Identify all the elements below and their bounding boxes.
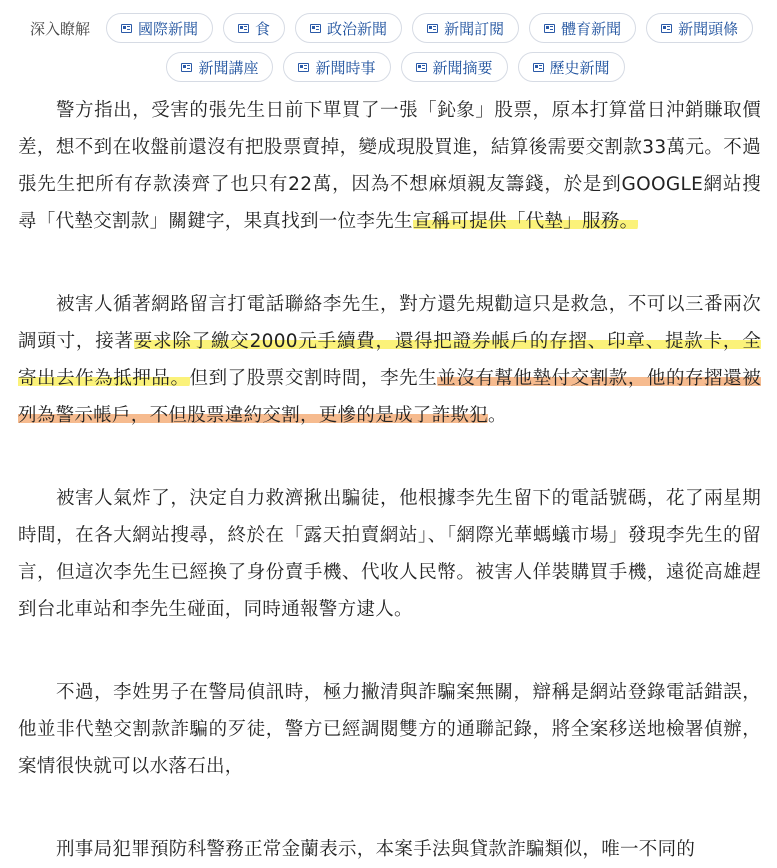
newspaper-icon (416, 63, 427, 72)
tag-label: 新聞時事 (315, 58, 376, 77)
tag-politics-news[interactable] (295, 13, 402, 43)
article-paragraph-4: 不過，李姓男子在警局偵訊時，極力撇清與詐騙案無關，辯稱是網站登錄電話錯誤，他並非代墊交割款詐騙的歹徒，警方已經調閱雙方的通聯記錄，將全案移送地檢署偵辦，案情很快就可以水落石出， (18, 682, 761, 777)
paragraph-text: 被害人循著網路留言打電話聯絡李先生，對方還先規勸這只是救急，不可以三番兩次調頭寸，接著 (18, 294, 761, 352)
newspaper-icon (544, 24, 555, 33)
newspaper-icon (121, 24, 132, 33)
newspaper-icon (533, 63, 544, 72)
newspaper-icon (238, 24, 249, 33)
tag-news-lectures[interactable] (166, 52, 273, 82)
article-paragraph-1 (18, 92, 761, 240)
newspaper-icon (310, 24, 321, 33)
tag-label: 食 (255, 19, 271, 38)
tag-label: 新聞講座 (198, 58, 259, 77)
tag-label: 新聞摘要 (432, 58, 493, 77)
paragraph-text: 但到了股票交割時間，李先生 (189, 368, 438, 389)
article-paragraph-3: 被害人氣炸了，決定自力救濟揪出騙徒，他根據李先生留下的電話號碼，花了兩星期時間，在各大網站搜尋，終於在「露天拍賣網站」、「網際光華螞蟻市場」發現李先生的留言，但這次李先生已經換了身份賣手機、代收人民幣。被害人佯裝購買手機，遠從高雄趕到台北車站和李先生碰面，同時通報警方逮人。 (18, 488, 761, 620)
newspaper-icon (298, 63, 309, 72)
paragraph-text: 。 (488, 405, 507, 426)
tag-label: 體育新聞 (561, 19, 622, 38)
highlight-yellow: 要求除了繳交2000元手續費，還得把證券帳戶的存摺、印章、提款卡，全寄出去作為抵押品。 (18, 331, 761, 389)
tag-news-digest[interactable] (401, 52, 508, 82)
tag-sports-news[interactable] (529, 13, 636, 43)
tag-news-subscription[interactable] (412, 13, 519, 43)
article-paragraph-5: 刑事局犯罪預防科警務正常金蘭表示，本案手法與貸款詐騙類似，唯一不同的 (56, 839, 696, 860)
newspaper-icon (661, 24, 672, 33)
highlight-yellow: 宣稱可提供「代墊」服務。 (412, 211, 639, 232)
tag-history-news[interactable] (518, 52, 625, 82)
tags-label: 深入瞭解 (30, 19, 91, 38)
article-body (0, 92, 777, 868)
tag-label: 國際新聞 (138, 19, 199, 38)
tag-label: 政治新聞 (327, 19, 388, 38)
tag-row-1 (14, 12, 767, 44)
tag-label: 新聞訂閱 (444, 19, 505, 38)
related-tags (0, 0, 777, 83)
tag-row-2 (14, 51, 767, 83)
tag-label: 新聞頭條 (678, 19, 739, 38)
tag-food[interactable] (223, 13, 285, 43)
tag-current-news[interactable] (283, 52, 390, 82)
tag-international-news[interactable] (106, 13, 213, 43)
tag-headlines[interactable] (646, 13, 753, 43)
tag-label: 歷史新聞 (549, 58, 610, 77)
newspaper-icon (427, 24, 438, 33)
article-paragraph-2 (18, 286, 761, 434)
highlight-orange: 並沒有幫他墊付交割款，他的存摺還被列為警示帳戶，不但股票違約交割，更慘的是成了詐欺犯 (18, 368, 762, 426)
newspaper-icon (181, 63, 192, 72)
paragraph-text: 警方指出，受害的張先生日前下單買了一張「鈊象」股票，原本打算當日沖銷賺取價差，想不到在收盤前還沒有把股票賣掉，變成現股買進，結算後需要交割款33萬元。不過張先生把所有存款湊齊了也只有22萬，因為不想麻煩親友籌錢，於是到GOOGLE網站搜尋「代墊交割款」關鍵字，果真找到一位李先生 (18, 100, 761, 232)
